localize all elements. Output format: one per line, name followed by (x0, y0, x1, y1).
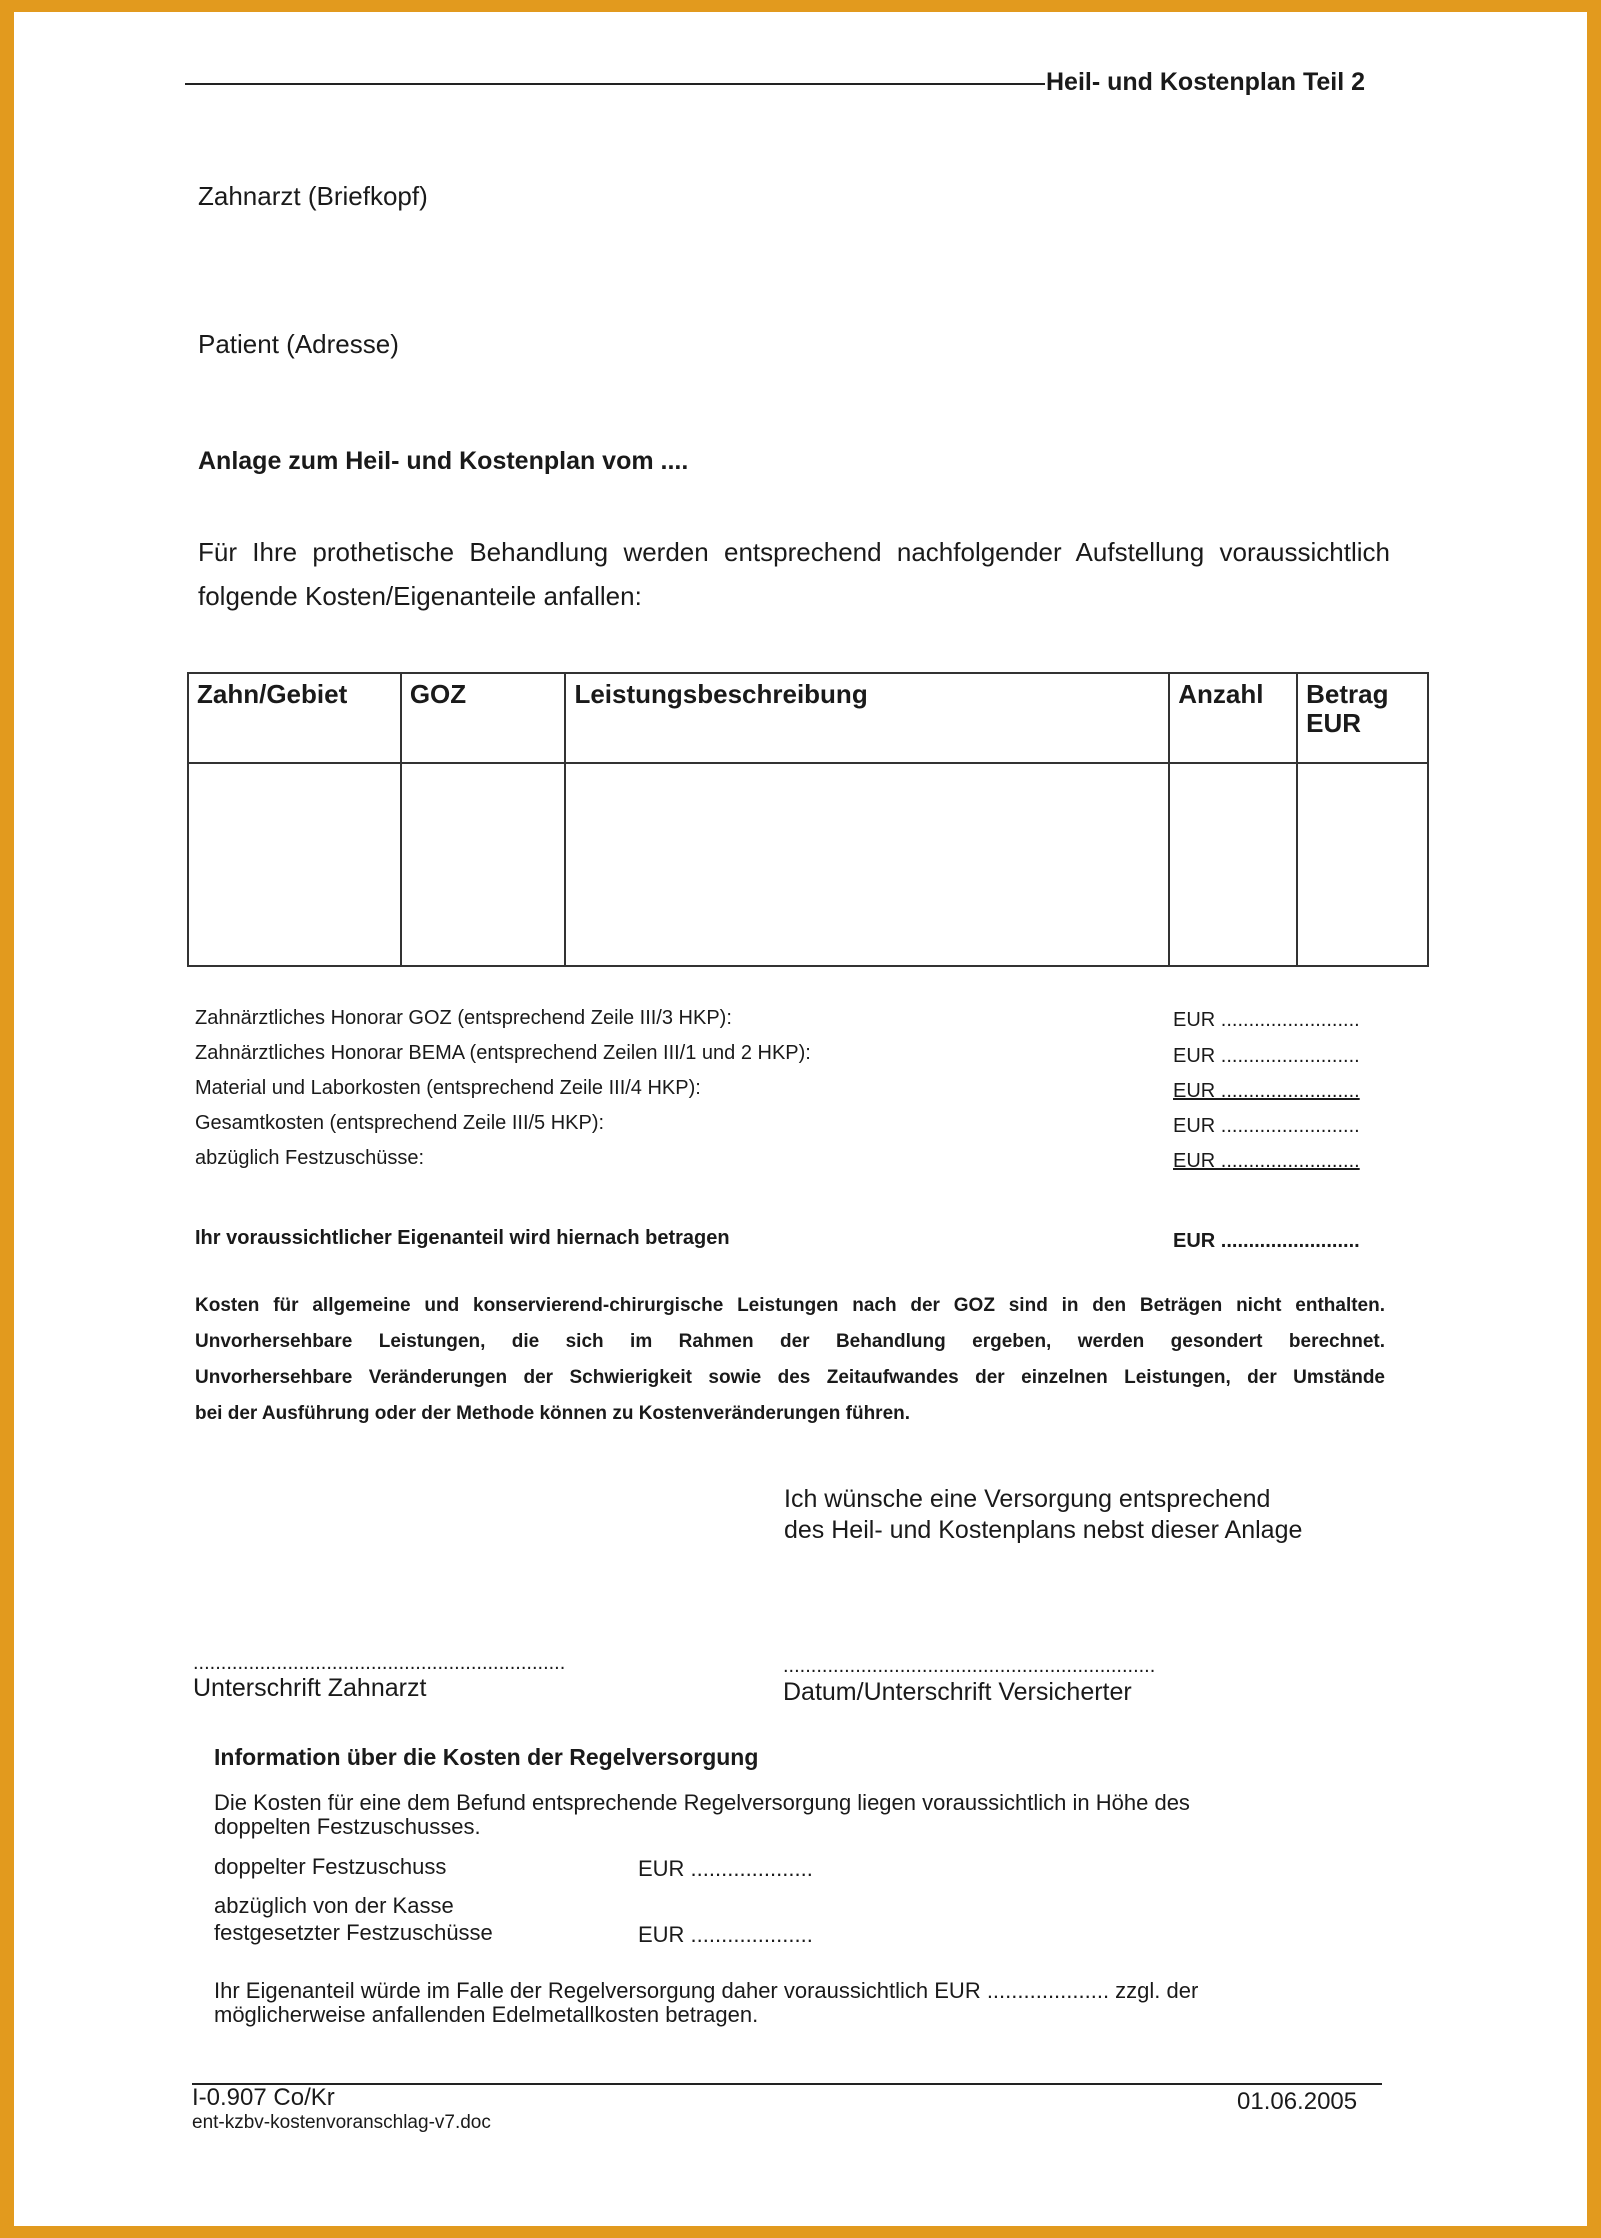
consent-line: des Heil- und Kostenplans nebst dieser Anlage (784, 1516, 1303, 1544)
double-subsidy-label: doppelter Festzuschuss (214, 1854, 447, 1879)
info-title: Information über die Kosten der Regelversorgung (214, 1744, 759, 1770)
table-row (188, 763, 1428, 966)
cost-table (187, 672, 1429, 967)
info-text-line: doppelten Festzuschusses. (214, 1814, 481, 1839)
insured-signature-label: Datum/Unterschrift Versicherter (783, 1678, 1132, 1706)
summary-value-subsidies[interactable]: EUR ......................... (1173, 1150, 1360, 1172)
document-title: Heil- und Kostenplan Teil 2 (1046, 68, 1366, 96)
consent-line: Ich wünsche eine Versorgung entsprechend (784, 1485, 1271, 1513)
own-share-regular-line: Ihr Eigenanteil würde im Falle der Regelversorgung daher voraussichtlich EUR .................... zzgl. der (214, 1978, 1199, 2003)
cell-goz[interactable] (401, 763, 566, 966)
cell-description[interactable] (565, 763, 1169, 966)
patient-address-label: Patient (Adresse) (198, 329, 399, 359)
summary-label-goz: Zahnärztliches Honorar GOZ (entsprechend Zeile III/3 HKP): (195, 1007, 732, 1029)
note-line: bei der Ausführung oder der Methode können zu Kostenveränderungen führen. (195, 1403, 911, 1424)
dentist-letterhead-label: Zahnarzt (Briefkopf) (198, 181, 428, 211)
footer-rule (192, 2083, 1382, 2085)
info-text-line: Die Kosten für eine dem Befund entsprechende Regelversorgung liegen voraussichtlich in Höhe des (214, 1790, 1190, 1815)
deduct-subsidy-label: abzüglich von der Kasse (214, 1893, 454, 1918)
own-share-value[interactable]: EUR ......................... (1173, 1230, 1360, 1252)
consent-statement (784, 1484, 1302, 1546)
col-amount: Betrag EUR (1297, 673, 1428, 763)
table-header-row (188, 673, 1428, 763)
annex-title: Anlage zum Heil- und Kostenplan vom .... (198, 447, 689, 475)
cell-quantity[interactable] (1169, 763, 1297, 966)
note-line: Unvorhersehbare Leistungen, die sich im Rahmen der Behandlung ergeben, werden gesondert berechnet. (195, 1331, 1385, 1352)
summary-label-bema: Zahnärztliches Honorar BEMA (entsprechend Zeilen III/1 und 2 HKP): (195, 1042, 811, 1064)
summary-value-goz[interactable]: EUR ......................... (1173, 1009, 1360, 1031)
col-description: Leistungsbeschreibung (565, 673, 1169, 763)
own-share-regular-line: möglicherweise anfallenden Edelmetallkosten betragen. (214, 2002, 759, 2027)
note-line: Kosten für allgemeine und konservierend-chirurgische Leistungen nach der GOZ sind in den Beträgen nicht enthalten. (195, 1295, 1385, 1316)
summary-label-material: Material und Laborkosten (entsprechend Zeile III/4 HKP): (195, 1077, 701, 1099)
file-name: ent-kzbv-kostenvoranschlag-v7.doc (192, 2112, 491, 2133)
dentist-signature-line[interactable]: ................................................................... (193, 1652, 566, 1674)
dentist-signature-label: Unterschrift Zahnarzt (193, 1674, 427, 1702)
summary-value-bema[interactable]: EUR ......................... (1173, 1045, 1360, 1067)
note-line: Unvorhersehbare Veränderungen der Schwierigkeit sowie des Zeitaufwandes der einzelnen Leistungen, der Umstände (195, 1367, 1385, 1388)
deduct-subsidy-label: festgesetzter Festzuschüsse (214, 1920, 493, 1945)
col-tooth-area: Zahn/Gebiet (188, 673, 401, 763)
double-subsidy-value[interactable]: EUR .................... (638, 1856, 813, 1881)
cost-notes (195, 1288, 1385, 1432)
deduct-subsidy-value[interactable]: EUR .................... (638, 1922, 813, 1947)
cell-amount[interactable] (1297, 763, 1428, 966)
summary-value-total[interactable]: EUR ......................... (1173, 1115, 1360, 1137)
insured-signature-line[interactable]: ................................................................... (783, 1655, 1156, 1677)
col-quantity: Anzahl (1169, 673, 1297, 763)
col-goz: GOZ (401, 673, 566, 763)
summary-label-subsidies: abzüglich Festzuschüsse: (195, 1147, 425, 1169)
own-share-label: Ihr voraussichtlicher Eigenanteil wird hiernach betragen (195, 1227, 730, 1249)
form-code: I-0.907 Co/Kr (192, 2084, 335, 2111)
cell-tooth-area[interactable] (188, 763, 401, 966)
intro-paragraph: Für Ihre prothetische Behandlung werden entsprechend nachfolgender Aufstellung voraussichtlich folgende Kosten/Eigenanteile anfallen: (198, 537, 1390, 611)
header-rule (185, 83, 1045, 85)
form-date: 01.06.2005 (1237, 2088, 1358, 2115)
summary-value-material[interactable]: EUR ......................... (1173, 1080, 1360, 1102)
summary-label-total: Gesamtkosten (entsprechend Zeile III/5 HKP): (195, 1112, 605, 1134)
